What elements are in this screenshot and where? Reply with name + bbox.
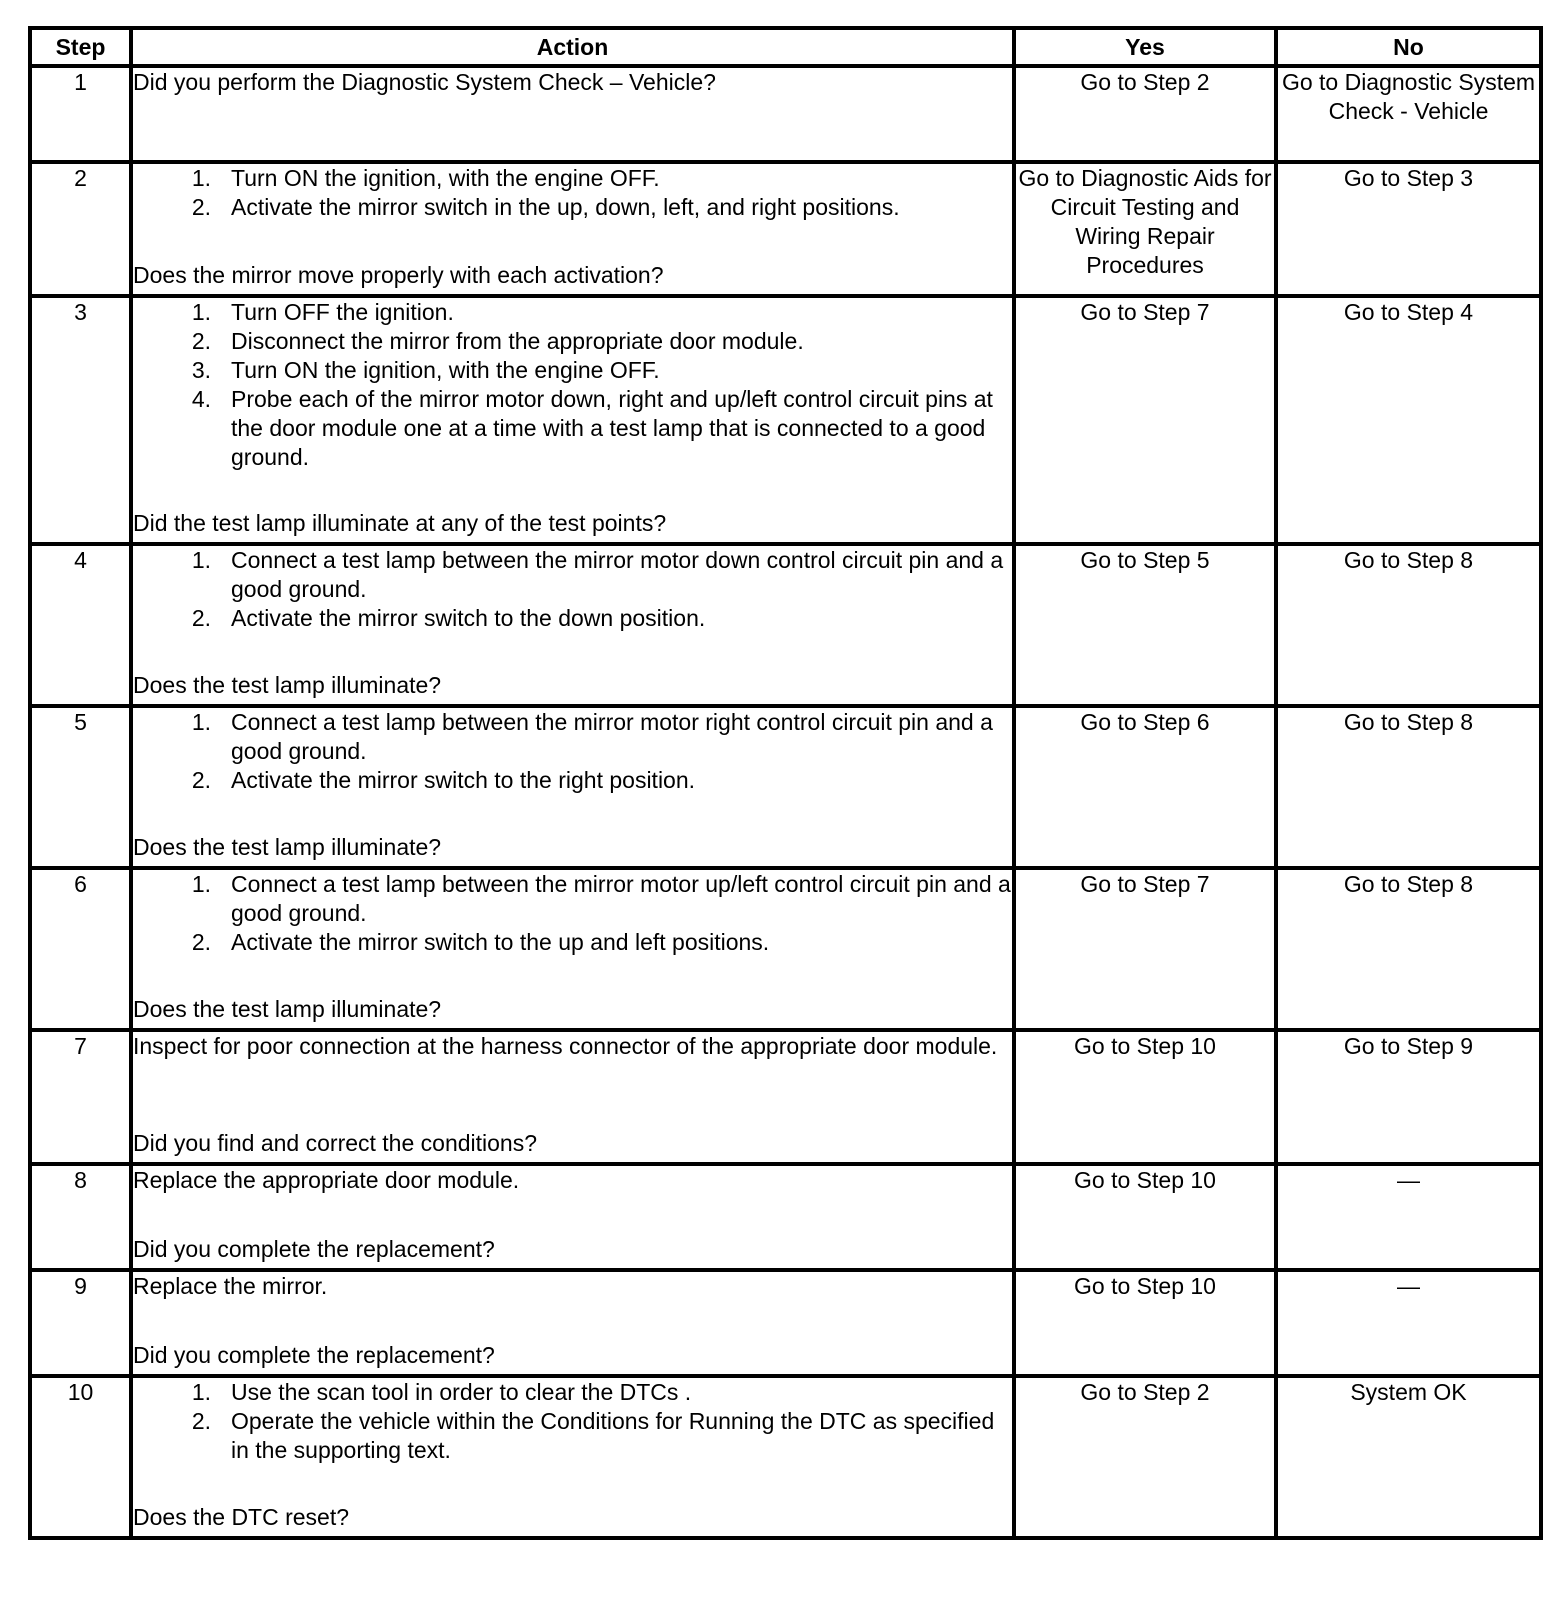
- header-step: Step: [30, 28, 131, 66]
- table-row: [30, 1030, 1541, 1164]
- table-row: [30, 296, 1541, 544]
- table-row: [30, 66, 1541, 162]
- no-result: Go to Step 8: [1276, 706, 1541, 868]
- list-item: 2. Activate the mirror switch to the down position.: [191, 605, 706, 631]
- yes-result: Go to Step 10: [1014, 1270, 1276, 1376]
- table-row: [30, 544, 1541, 706]
- substep-list: [133, 870, 1012, 957]
- no-result: —: [1276, 1164, 1541, 1270]
- no-result: System OK: [1276, 1376, 1541, 1538]
- list-item: 2. Disconnect the mirror from the appropriate door module.: [191, 328, 804, 354]
- list-item: 2. Operate the vehicle within the Conditions for Running the DTC as specified in the supporting text.: [191, 1408, 995, 1463]
- no-result: Go to Step 8: [1276, 544, 1541, 706]
- substep-list: [133, 1378, 1012, 1465]
- no-result: Go to Step 4: [1276, 296, 1541, 544]
- list-item: 2. Activate the mirror switch to the right position.: [191, 767, 696, 793]
- step-number: 10: [30, 1376, 131, 1538]
- step-number: 4: [30, 544, 131, 706]
- yes-result: Go to Step 5: [1014, 544, 1276, 706]
- action-cell: [131, 1376, 1014, 1538]
- action-cell: [131, 706, 1014, 868]
- yes-result: Go to Step 2: [1014, 1376, 1276, 1538]
- action-intro: Did you perform the Diagnostic System Check – Vehicle?: [133, 69, 716, 95]
- substep-list: [133, 298, 1012, 472]
- action-question: Does the test lamp illuminate?: [133, 996, 442, 1022]
- no-result: Go to Step 9: [1276, 1030, 1541, 1164]
- action-question: Does the test lamp illuminate?: [133, 834, 442, 860]
- table-row: [30, 1164, 1541, 1270]
- header-action: Action: [131, 28, 1014, 66]
- step-number: 3: [30, 296, 131, 544]
- action-question: Does the mirror move properly with each activation?: [133, 262, 664, 288]
- table-row: [30, 1270, 1541, 1376]
- header-no: No: [1276, 28, 1541, 66]
- no-result: Go to Step 3: [1276, 162, 1541, 296]
- no-result: —: [1276, 1270, 1541, 1376]
- list-item: 1. Connect a test lamp between the mirror motor right control circuit pin and a good ground.: [191, 709, 993, 764]
- step-number: 7: [30, 1030, 131, 1164]
- action-question: Did you complete the replacement?: [133, 1342, 495, 1368]
- header-row: [30, 28, 1541, 66]
- step-number: 2: [30, 162, 131, 296]
- action-cell: [131, 1270, 1014, 1376]
- table-row: [30, 868, 1541, 1030]
- list-item: 1. Connect a test lamp between the mirror motor down control circuit pin and a good ground.: [191, 547, 1004, 602]
- table-body: [30, 66, 1541, 1538]
- action-question: Does the test lamp illuminate?: [133, 672, 442, 698]
- table-row: [30, 1376, 1541, 1538]
- list-item: 1. Turn ON the ignition, with the engine OFF.: [191, 165, 660, 191]
- action-intro: Replace the mirror.: [133, 1273, 328, 1299]
- substep-list: [133, 546, 1012, 633]
- yes-result: Go to Step 7: [1014, 868, 1276, 1030]
- action-cell: [131, 296, 1014, 544]
- action-question: Did you find and correct the conditions?: [133, 1130, 538, 1156]
- no-result: Go to Step 8: [1276, 868, 1541, 1030]
- list-item: 2. Activate the mirror switch to the up and left positions.: [191, 929, 770, 955]
- yes-result: Go to Step 10: [1014, 1164, 1276, 1270]
- no-result: Go to Diagnostic System Check - Vehicle: [1276, 66, 1541, 162]
- yes-result: Go to Step 10: [1014, 1030, 1276, 1164]
- table-row: [30, 706, 1541, 868]
- list-item: 1. Connect a test lamp between the mirror motor up/left control circuit pin and a good ground.: [191, 871, 1011, 926]
- list-item: 3. Turn ON the ignition, with the engine OFF.: [191, 357, 660, 383]
- action-cell: [131, 544, 1014, 706]
- step-number: 5: [30, 706, 131, 868]
- action-cell: [131, 66, 1014, 162]
- action-question: Does the DTC reset?: [133, 1504, 350, 1530]
- yes-result: Go to Diagnostic Aids for Circuit Testing and Wiring Repair Procedures: [1014, 162, 1276, 296]
- action-cell: [131, 1030, 1014, 1164]
- action-cell: [131, 162, 1014, 296]
- action-intro: Inspect for poor connection at the harness connector of the appropriate door module.: [133, 1033, 998, 1059]
- step-number: 9: [30, 1270, 131, 1376]
- list-item: 1. Turn OFF the ignition.: [191, 299, 454, 325]
- yes-result: Go to Step 7: [1014, 296, 1276, 544]
- action-question: Did the test lamp illuminate at any of the test points?: [133, 510, 667, 536]
- action-cell: [131, 1164, 1014, 1270]
- list-item: 4. Probe each of the mirror motor down, right and up/left control circuit pins at the door module one at a time with a test lamp that is connected to a good ground.: [191, 386, 993, 470]
- action-question: Did you complete the replacement?: [133, 1236, 495, 1262]
- list-item: 1. Use the scan tool in order to clear the DTCs .: [191, 1379, 692, 1405]
- table-row: [30, 162, 1541, 296]
- substep-list: [133, 164, 1012, 222]
- diagnostic-table: [28, 26, 1543, 1540]
- yes-result: Go to Step 2: [1014, 66, 1276, 162]
- list-item: 2. Activate the mirror switch in the up, down, left, and right positions.: [191, 194, 900, 220]
- header-yes: Yes: [1014, 28, 1276, 66]
- action-intro: Replace the appropriate door module.: [133, 1167, 520, 1193]
- step-number: 8: [30, 1164, 131, 1270]
- step-number: 6: [30, 868, 131, 1030]
- action-cell: [131, 868, 1014, 1030]
- step-number: 1: [30, 66, 131, 162]
- yes-result: Go to Step 6: [1014, 706, 1276, 868]
- substep-list: [133, 708, 1012, 795]
